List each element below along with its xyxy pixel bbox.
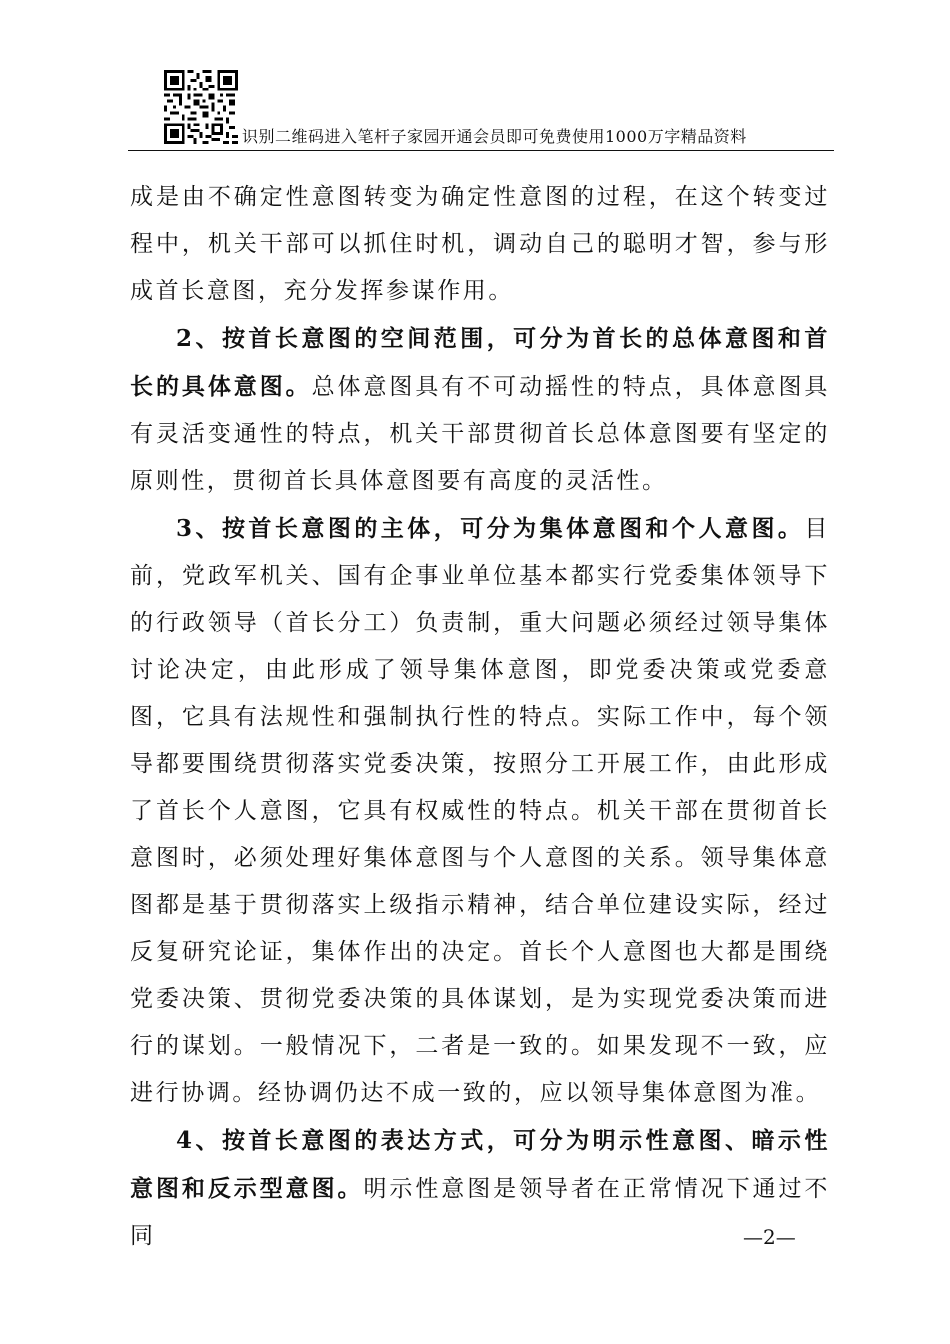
paragraph-3 [130, 505, 830, 1117]
paragraph-3-text: 目前，党政军机关、国有企事业单位基本都实行党委集体领导下的行政领导（首长分工）负责制，重大问题必须经过领导集体讨论决定，由此形成了领导集体意图，即党委决策或党委意图，它具有法规性和强制执行性的特点。实际工作中，每个领导都要围绕贯彻落实党委决策，按照分工开展工作，由此形成了首长个人意图，它具有权威性的特点。机关干部在贯彻首长意图时，必须处理好集体意图与个人意图的关系。领导集体意图都是基于贯彻落实上级指示精神，结合单位建设实际，经过反复研究论证，集体作出的决定。首长个人意图也大都是围绕党委决策、贯彻党委决策的具体谋划，是为实现党委决策而进行的谋划。一般情况下，二者是一致的。如果发现不一致，应进行协调。经协调仍达不成一致的，应以领导集体意图为准。 [130, 516, 830, 1106]
paragraph-2 [130, 315, 830, 505]
paragraph-2-text: 总体意图具有不可动摇性的特点，具体意图具有灵活变通性的特点，机关干部贯彻首长总体意图要有坚定的原则性，贯彻首长具体意图要有高度的灵活性。 [130, 374, 831, 494]
paragraph-1 [130, 174, 830, 315]
qr-code-icon [164, 70, 238, 144]
paragraph-2-heading: 2、按首长意图的空间范围，可分为首长的总体意图和首长的具体意图。 [130, 325, 830, 400]
paragraph-1-text: 成是由不确定性意图转变为确定性意图的过程，在这个转变过程中，机关干部可以抓住时机，调动自己的聪明才智，参与形成首长意图，充分发挥参谋作用。 [130, 184, 830, 304]
page-number: —2— [743, 1225, 796, 1249]
paragraph-4 [130, 1117, 830, 1260]
header-caption: 识别二维码进入笔杆子家园开通会员即可免费使用1000万字精品资料 [242, 127, 747, 146]
document-body [130, 174, 830, 1260]
paragraph-3-heading: 3、按首长意图的主体，可分为集体意图和个人意图。 [176, 515, 805, 542]
header-divider [128, 150, 834, 151]
paragraph-4-heading: 4、按首长意图的表达方式，可分为明示性意图、暗示性意图和反示型意图。 [130, 1127, 830, 1202]
paragraph-4-text: 明示性意图是领导者在正常情况下通过不同 [130, 1176, 830, 1249]
